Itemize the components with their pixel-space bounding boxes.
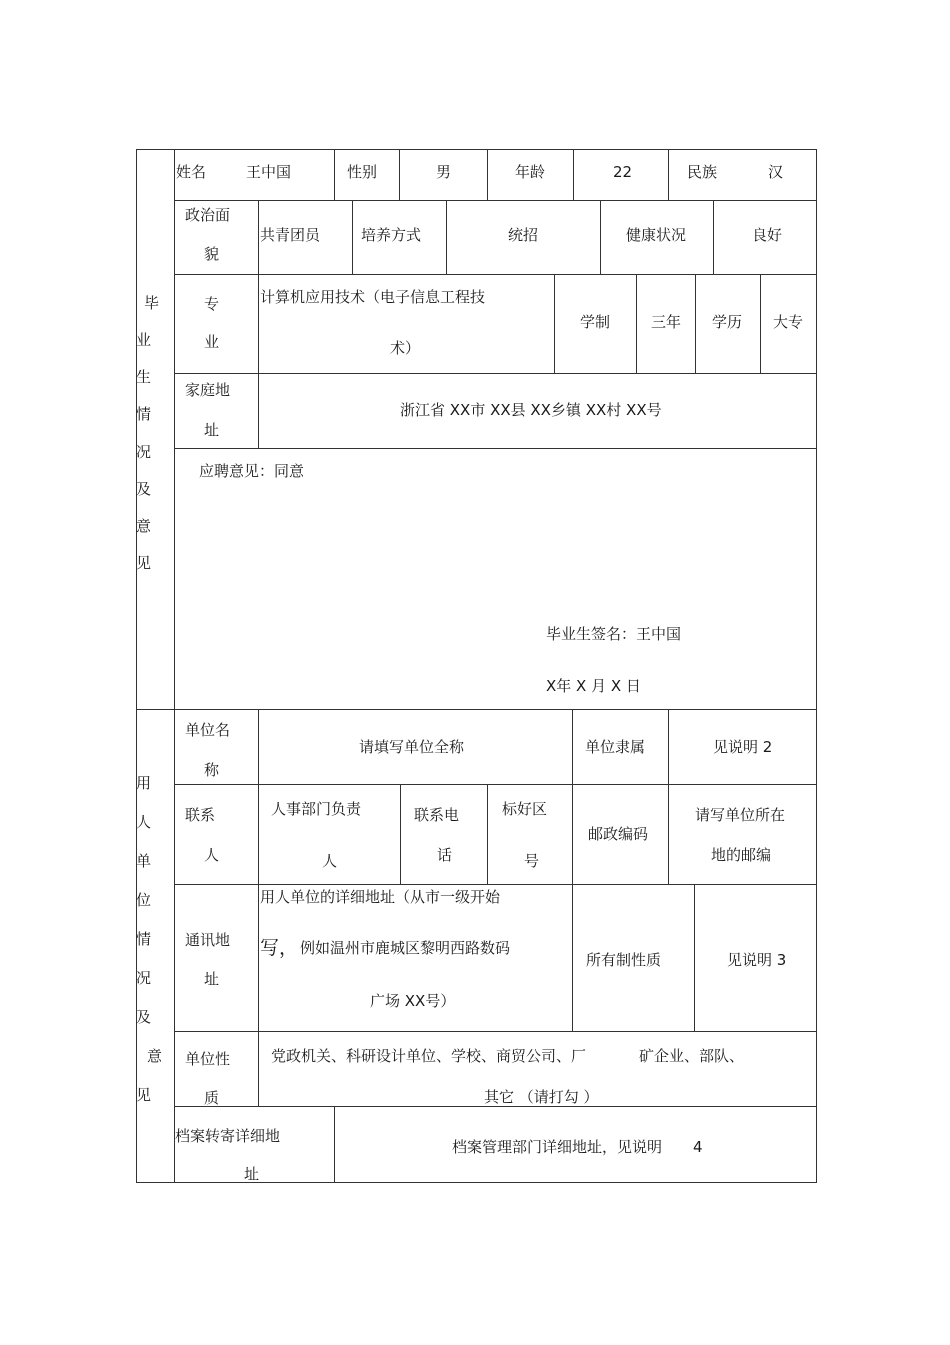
- affiliation-value[interactable]: 见说明 2: [713, 738, 773, 756]
- border-left: [136, 149, 137, 1183]
- row-divider: [174, 274, 817, 275]
- archive-address-label: 址: [244, 1165, 260, 1183]
- home-address-value[interactable]: 浙江省 XX市 XX县 XX乡镇 XX村 XX号: [400, 401, 662, 419]
- cell-divider: [572, 784, 573, 885]
- graduate-section-char: 业: [136, 331, 152, 349]
- cell-divider: [760, 274, 761, 374]
- cell-divider: [694, 884, 695, 1032]
- archive-address-value[interactable]: 档案管理部门详细地址，见说明: [452, 1138, 663, 1156]
- border-bottom: [136, 1182, 817, 1183]
- phone-label: 话: [437, 846, 453, 864]
- cell-divider: [258, 884, 259, 1032]
- major-value[interactable]: 术）: [390, 339, 421, 357]
- unit-nature-options[interactable]: 其它 （请打勾 ）: [484, 1088, 599, 1106]
- signature-date[interactable]: X年 X 月 X 日: [546, 677, 641, 695]
- employer-section-char: 况: [136, 969, 152, 987]
- border-top: [136, 149, 817, 150]
- political-status-label: 政治面: [185, 206, 231, 224]
- section-column-divider: [174, 149, 175, 1183]
- mail-address-value[interactable]: 广场 XX号）: [370, 992, 456, 1010]
- row-divider: [174, 1106, 817, 1107]
- cell-divider: [258, 200, 259, 275]
- political-status-value[interactable]: 共青团员: [260, 226, 321, 244]
- employer-section-char: 情: [136, 930, 152, 948]
- graduate-section-char: 毕: [144, 294, 160, 312]
- cell-divider: [668, 149, 669, 201]
- unit-name-label: 称: [204, 761, 220, 779]
- mail-address-label: 通讯地: [185, 931, 231, 949]
- employer-section-char: 位: [136, 891, 152, 909]
- cell-divider: [258, 274, 259, 374]
- cell-divider: [258, 784, 259, 885]
- mail-address-value[interactable]: 例如温州市鹿城区黎明西路数码: [300, 939, 511, 957]
- row-divider: [174, 373, 817, 374]
- graduate-section-char: 况: [136, 443, 152, 461]
- ownership-label: 所有制性质: [586, 951, 662, 969]
- row-divider: [174, 200, 817, 201]
- archive-address-label: 档案转寄详细地: [175, 1127, 281, 1145]
- ethnicity-value[interactable]: 汉: [768, 163, 784, 181]
- unit-nature-label: 质: [204, 1089, 220, 1107]
- cell-divider: [258, 1031, 259, 1107]
- cell-divider: [352, 200, 353, 275]
- training-mode-label: 培养方式: [361, 226, 422, 244]
- border-right: [816, 149, 817, 1183]
- cell-divider: [400, 784, 401, 885]
- graduate-section-char: 见: [136, 554, 152, 572]
- contact-person-value[interactable]: 人: [322, 852, 338, 870]
- major-label: 专: [204, 295, 220, 313]
- health-label: 健康状况: [626, 226, 687, 244]
- cell-divider: [636, 274, 637, 374]
- postcode-value[interactable]: 地的邮编: [711, 846, 772, 864]
- name-value[interactable]: 王中国: [246, 163, 292, 181]
- cell-divider: [695, 274, 696, 374]
- ownership-value[interactable]: 见说明 3: [727, 951, 787, 969]
- area-code-label: 号: [524, 852, 540, 870]
- graduate-section-char: 意: [136, 517, 152, 535]
- unit-nature-options[interactable]: 党政机关、科研设计单位、学校、商贸公司、厂: [271, 1047, 587, 1065]
- employer-section-char: 用: [136, 774, 152, 792]
- employer-section-char: 单: [136, 852, 152, 870]
- education-label: 学历: [712, 313, 743, 331]
- schooling-label: 学制: [580, 313, 611, 331]
- education-value[interactable]: 大专: [773, 313, 804, 331]
- cell-divider: [487, 784, 488, 885]
- cell-divider: [600, 200, 601, 275]
- contact-person-label: 联系: [185, 806, 216, 824]
- row-divider: [174, 1031, 817, 1032]
- unit-name-value[interactable]: 请填写单位全称: [359, 738, 465, 756]
- postcode-label: 邮政编码: [588, 825, 649, 843]
- major-label: 业: [204, 333, 220, 351]
- cell-divider: [572, 709, 573, 785]
- cell-divider: [334, 1106, 335, 1183]
- cell-divider: [573, 149, 574, 201]
- graduate-signature[interactable]: 毕业生签名：王中国: [546, 625, 682, 643]
- application-opinion[interactable]: 应聘意见：同意: [199, 462, 305, 480]
- unit-name-label: 单位名: [185, 721, 231, 739]
- unit-nature-options[interactable]: 矿企业、部队、: [639, 1047, 745, 1065]
- employer-section-char: 意: [147, 1047, 163, 1065]
- major-value[interactable]: 计算机应用技术（电子信息工程技: [260, 288, 486, 306]
- cell-divider: [713, 200, 714, 275]
- gender-value[interactable]: 男: [436, 163, 452, 181]
- graduate-section-char: 及: [136, 480, 152, 498]
- cell-divider: [487, 149, 488, 201]
- age-value[interactable]: 22: [613, 163, 633, 181]
- section-divider: [136, 709, 817, 710]
- graduate-section-char: 情: [136, 405, 152, 423]
- cell-divider: [258, 373, 259, 449]
- home-address-label: 家庭地: [185, 381, 231, 399]
- employer-section-char: 人: [136, 813, 152, 831]
- postcode-value[interactable]: 请写单位所在: [695, 806, 786, 824]
- graduate-section-char: 生: [136, 368, 152, 386]
- schooling-value[interactable]: 三年: [651, 313, 682, 331]
- area-code-label: 标好区: [502, 800, 548, 818]
- phone-label: 联系电: [414, 806, 460, 824]
- age-label: 年龄: [515, 163, 546, 181]
- contact-person-label: 人: [204, 846, 220, 864]
- row-divider: [174, 448, 817, 449]
- archive-address-value[interactable]: 4: [693, 1138, 703, 1156]
- cell-divider: [399, 149, 400, 201]
- row-divider: [174, 784, 817, 785]
- row-divider: [174, 884, 817, 885]
- mail-address-value[interactable]: 写，: [260, 937, 299, 959]
- name-label: 姓名: [176, 163, 207, 181]
- political-status-label: 貌: [204, 245, 220, 263]
- gender-label: 性别: [347, 163, 378, 181]
- contact-person-value[interactable]: 人事部门负责: [271, 800, 362, 818]
- home-address-label: 址: [204, 421, 220, 439]
- affiliation-label: 单位隶属: [585, 738, 646, 756]
- mail-address-label: 址: [204, 970, 220, 988]
- cell-divider: [668, 784, 669, 885]
- cell-divider: [554, 274, 555, 374]
- unit-nature-label: 单位性: [185, 1050, 231, 1068]
- cell-divider: [668, 709, 669, 785]
- cell-divider: [446, 200, 447, 275]
- employer-section-char: 及: [136, 1008, 152, 1026]
- cell-divider: [258, 709, 259, 785]
- ethnicity-label: 民族: [687, 163, 718, 181]
- cell-divider: [334, 149, 335, 201]
- health-value[interactable]: 良好: [752, 226, 783, 244]
- training-mode-value[interactable]: 统招: [508, 226, 539, 244]
- employer-section-char: 见: [136, 1086, 152, 1104]
- cell-divider: [572, 884, 573, 1032]
- mail-address-value[interactable]: 用人单位的详细地址（从市一级开始: [260, 888, 501, 906]
